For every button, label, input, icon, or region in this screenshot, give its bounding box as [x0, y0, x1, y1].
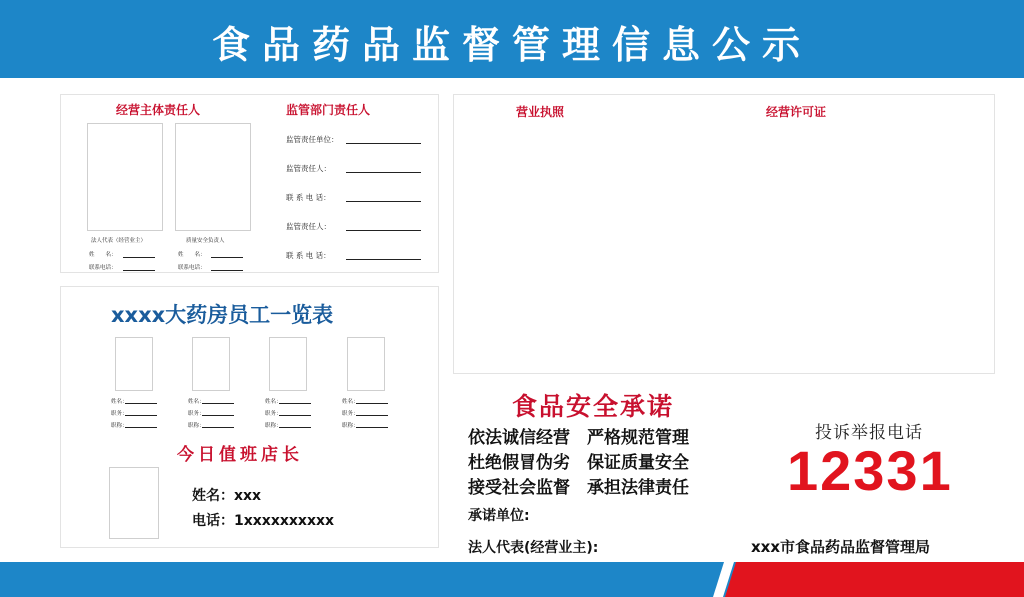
staff-4-role-label: 职务：	[342, 411, 359, 417]
legal-rep-photo	[87, 123, 163, 231]
supervise-field-3: 监管责任人：	[286, 222, 331, 231]
staff-3-role-line	[279, 415, 311, 416]
staff-4-name-line	[356, 403, 388, 404]
staff-photo-1	[115, 337, 153, 391]
footer-red-accent	[700, 562, 1024, 597]
page-title: 食品药品监督管理信息公示	[211, 23, 812, 67]
staff-2-name-line	[202, 403, 234, 404]
business-license-title: 营业执照	[516, 105, 565, 119]
staff-3-title-label: 职称：	[265, 423, 282, 429]
staff-3-name-line	[279, 403, 311, 404]
supervise-line-0	[346, 143, 421, 144]
license-panel	[453, 94, 995, 374]
supervise-field-2: 联 系 电 话：	[286, 193, 331, 202]
supervise-line-3	[346, 230, 421, 231]
staff-2-role-line	[202, 415, 234, 416]
staff-4-title-label: 职称：	[342, 423, 359, 429]
staff-4-role-line	[356, 415, 388, 416]
quality-manager-caption: 质量安全负责人	[186, 238, 225, 244]
legal-rep-name-line	[123, 257, 155, 258]
promise-line-3: 接受社会监督 承担法律责任	[468, 478, 689, 498]
hotline-label: 投诉举报电话	[815, 423, 923, 443]
duty-manager-photo	[109, 467, 159, 539]
supervise-line-1	[346, 172, 421, 173]
staff-1-title-label: 职称：	[111, 423, 128, 429]
promise-line-1: 依法诚信经营 严格规范管理	[468, 428, 689, 448]
staff-2-role-label: 职务：	[188, 411, 205, 417]
promise-unit-label: 承诺单位:	[468, 508, 530, 524]
promise-title: 食品安全承诺	[512, 392, 675, 421]
duty-manager-name: 姓名：xxx	[192, 488, 262, 504]
duty-manager-phone: 电话：1xxxxxxxxxx	[192, 513, 335, 529]
quality-manager-name-label: 姓 名：	[178, 252, 206, 258]
responsible-panel	[60, 94, 439, 273]
bureau-name: xxx市食品药品监督管理局	[751, 538, 931, 556]
supervise-line-2	[346, 201, 421, 202]
supervisor-title: 监管部门责任人	[286, 103, 371, 117]
supervise-field-0: 监管责任单位：	[286, 135, 339, 144]
staff-list-title: xxxx大药房员工一览表	[111, 303, 334, 327]
staff-photo-2	[192, 337, 230, 391]
promise-legal-label: 法人代表(经营业主):	[468, 540, 599, 556]
staff-2-title-label: 职称：	[188, 423, 205, 429]
duty-manager-title: 今日值班店长	[177, 445, 303, 465]
staff-3-title-line	[279, 427, 311, 428]
staff-2-name-label: 姓名：	[188, 399, 205, 405]
staff-4-title-line	[356, 427, 388, 428]
promise-line-2: 杜绝假冒伪劣 保证质量安全	[468, 453, 689, 473]
legal-rep-phone-line	[123, 270, 155, 271]
supervise-field-4: 联 系 电 话：	[286, 251, 331, 260]
operating-permit-title: 经营许可证	[766, 105, 827, 119]
staff-1-role-line	[125, 415, 157, 416]
staff-2-title-line	[202, 427, 234, 428]
staff-1-title-line	[125, 427, 157, 428]
legal-rep-name-label: 姓 名：	[89, 252, 117, 258]
staff-4-name-label: 姓名：	[342, 399, 359, 405]
operator-title: 经营主体责任人	[116, 103, 201, 117]
legal-rep-phone-label: 联系电话：	[89, 265, 117, 271]
staff-1-name-label: 姓名：	[111, 399, 128, 405]
supervise-line-4	[346, 259, 421, 260]
quality-manager-name-line	[211, 257, 243, 258]
staff-3-name-label: 姓名：	[265, 399, 282, 405]
staff-1-role-label: 职务：	[111, 411, 128, 417]
staff-photo-4	[347, 337, 385, 391]
staff-photo-3	[269, 337, 307, 391]
legal-rep-caption: 法人代表（经营业主）	[91, 238, 147, 244]
staff-panel	[60, 286, 439, 548]
supervise-field-1: 监管责任人：	[286, 164, 331, 173]
quality-manager-phone-label: 联系电话：	[178, 265, 206, 271]
staff-3-role-label: 职务：	[265, 411, 282, 417]
header-banner	[0, 0, 1024, 78]
staff-1-name-line	[125, 403, 157, 404]
hotline-number: 12331	[787, 439, 953, 502]
quality-manager-phone-line	[211, 270, 243, 271]
quality-manager-photo	[175, 123, 251, 231]
